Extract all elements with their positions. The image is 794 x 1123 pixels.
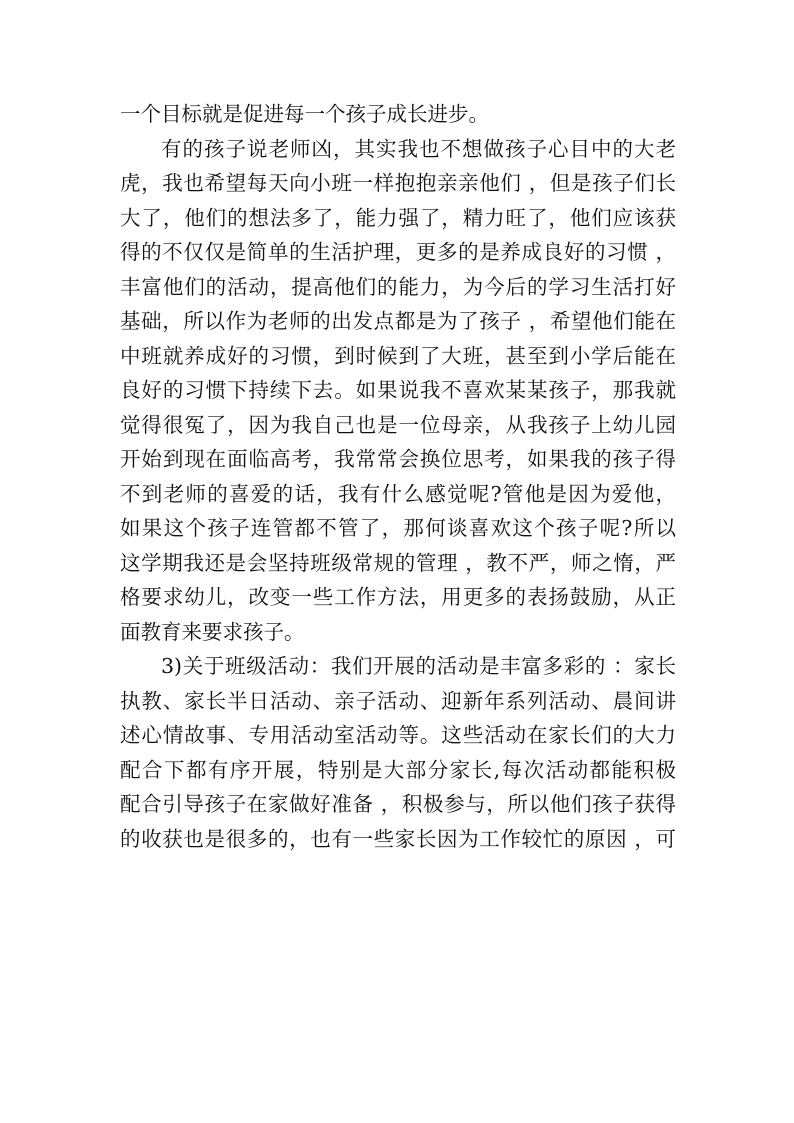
text-line: 基础，所以作为老师的出发点都是为了孩子 ，希望他们能在 <box>120 309 676 333</box>
text-line: 执教、家长半日活动、亲子活动、迎新年系列活动、晨间讲 <box>120 688 676 713</box>
text-line: 中班就养成好的习惯，到时候到了大班，甚至到小学后能在 <box>120 343 676 368</box>
text-line: 大了，他们的想法多了，能力强了，精力旺了，他们应该获 <box>120 205 676 230</box>
text-line: 开始到现在面临高考，我常常会换位思考，如果我的孩子得 <box>120 447 676 471</box>
text-line: 面教育来要求孩子。 <box>120 619 305 644</box>
text-line: 虎，我也希望每天向小班一样抱抱亲亲他们 ，但是孩子们长 <box>120 171 676 195</box>
text-line: 的收获也是很多的，也有一些家长因为工作较忙的原因 ，可 <box>120 826 676 851</box>
text-line: 如果这个孩子连管都不管了，那何谈喜欢这个孩子呢?所以 <box>120 516 676 540</box>
text-line: 觉得很冤了，因为我自己也是一位母亲，从我孩子上幼儿园 <box>120 412 676 437</box>
text-line: 不到老师的喜爱的话，我有什么感觉呢?管他是因为爱他， <box>120 481 676 506</box>
text-line: 丰富他们的活动，提高他们的能力，为今后的学习生活打好 <box>120 274 676 299</box>
text-line: 这学期我还是会坚持班级常规的管理 ，教不严，师之惰，严 <box>120 550 676 575</box>
document-body <box>120 97 676 856</box>
text-line: 良好的习惯下持续下去。如果说我不喜欢某某孩子，那我就 <box>120 378 676 402</box>
text-line: 述心情故事、专用活动室活动等。这些活动在家长们的大力 <box>120 723 676 747</box>
paragraph-start-line: 3)关于班级活动：我们开展的活动是丰富多彩的 ：家长 <box>161 654 676 678</box>
text-line: 一个目标就是促进每一个孩子成长进步。 <box>120 102 489 126</box>
text-line: 配合下都有序开展，特别是大部分家长,每次活动都能积极 <box>120 757 676 782</box>
paragraph-start-line: 有的孩子说老师凶，其实我也不想做孩子心目中的大老 <box>161 136 676 161</box>
text-line: 格要求幼儿，改变一些工作方法，用更多的表扬鼓励，从正 <box>120 585 676 609</box>
text-line: 得的不仅仅是简单的生活护理，更多的是养成良好的习惯 ， <box>120 240 676 264</box>
text-line: 配合引导孩子在家做好准备 ，积极参与，所以他们孩子获得 <box>120 792 676 816</box>
